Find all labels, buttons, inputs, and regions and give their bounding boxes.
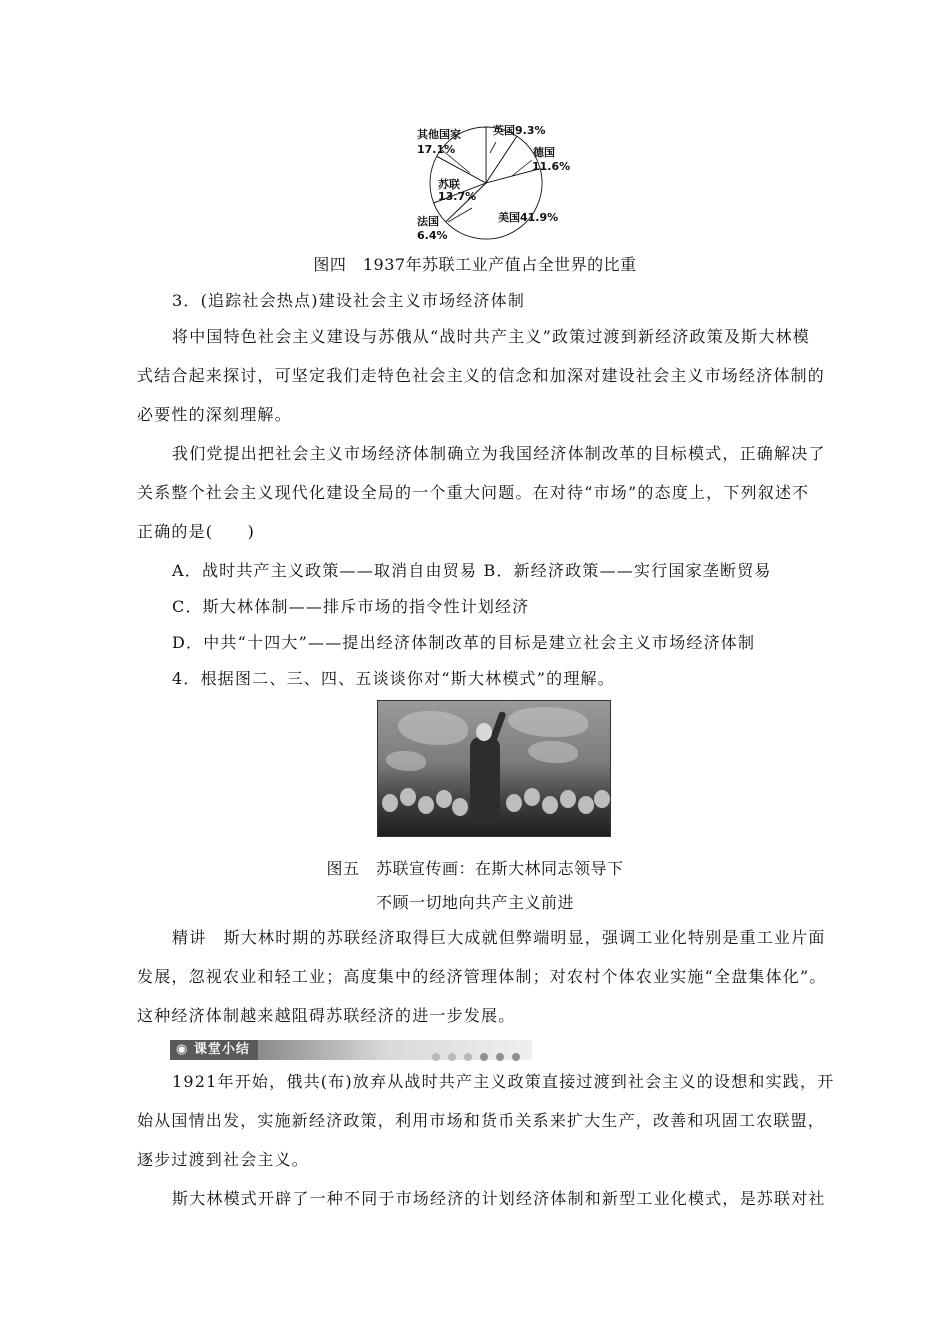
q3-heading: 3．(追踪社会热点)建设社会主义市场经济体制 (172, 291, 526, 310)
poster-figure-head (476, 723, 492, 741)
pie-label-uk (493, 123, 546, 137)
pie-label-uk-name: 英国 (493, 124, 515, 137)
q3-stem-line-2: 关系整个社会主义现代化建设全局的一个重大问题。在对待“市场”的态度上，下列叙述不 (137, 483, 810, 502)
figure5-caption-line-1: 图五 苏联宣传画：在斯大林同志领导下 (326, 859, 624, 878)
propaganda-poster-image (377, 700, 611, 837)
pie-chart-svg (400, 118, 600, 248)
figure5-caption-line-2: 不顾一切地向共产主义前进 (375, 893, 574, 912)
summary-para2-line-1: 斯大林模式开辟了一种不同于市场经济的计划经济体制和新型工业化模式，是苏联对社 (172, 1189, 826, 1208)
q3-stem-line-1: 我们党提出把社会主义市场经济体制确立为我国经济体制改革的目标模式，正确解决了 (172, 444, 826, 463)
q3-intro-line-3: 必要性的深刻理解。 (137, 405, 292, 424)
pie-label-other-value: 17.1% (417, 143, 456, 156)
pie-label-other-name: 其他国家 (417, 128, 461, 141)
q4-heading: 4．根据图二、三、四、五谈谈你对“斯大林模式”的理解。 (172, 669, 615, 688)
pie-label-us-name: 美国 (498, 211, 520, 224)
q3-option-d: D．中共“十四大”——提出经济体制改革的目标是建立社会主义市场经济体制 (172, 633, 756, 652)
summary-para1-line-1: 1921年开始，俄共(布)放弃从战时共产主义政策直接过渡到社会主义的设想和实践，开 (172, 1072, 835, 1091)
poster-map-shape (398, 711, 468, 745)
pie-label-us-value: 41.9% (520, 211, 559, 224)
pie-label-su-value: 13.7% (438, 190, 477, 203)
summary-banner-dots (424, 1046, 520, 1065)
pie-label-fr-name: 法国 (417, 215, 439, 228)
poster-map-shape (528, 741, 578, 763)
poster-map-shape (386, 751, 426, 771)
pie-label-fr-value: 6.4% (417, 229, 448, 242)
summary-banner (170, 1040, 532, 1060)
q3-intro-line-2: 式结合起来探讨，可坚定我们走特色社会主义的信念和加深对建设社会主义市场经济体制的 (137, 366, 826, 385)
analysis-line-1: 精讲 斯大林时期的苏联经济取得巨大成就但弊端明显，强调工业化特别是重工业片面 (172, 928, 826, 947)
pie-label-us (498, 210, 558, 224)
pie-label-de-value: 11.6% (532, 160, 571, 173)
pie-label-su-name: 苏联 (438, 178, 460, 191)
q3-stem-line-3: 正确的是( ) (137, 522, 256, 541)
pie-label-de-name: 德国 (533, 146, 555, 159)
summary-para1-line-2: 始从国情出发，实施新经济政策，利用市场和货币关系来扩大生产，改善和巩固工农联盟， (137, 1111, 826, 1130)
poster-crowd (378, 784, 610, 836)
analysis-line-3: 这种经济体制越来越阻碍苏联经济的进一步发展。 (137, 1006, 516, 1025)
poster-map-shape (508, 707, 588, 737)
pie-label-uk-value: 9.3% (515, 124, 546, 137)
q3-option-c: C．斯大林体制——排斥市场的指令性计划经济 (172, 597, 530, 616)
q3-option-ab: A．战时共产主义政策——取消自由贸易 B．新经济政策——实行国家垄断贸易 (172, 561, 772, 580)
analysis-line-2: 发展，忽视农业和轻工业；高度集中的经济管理体制；对农村个体农业实施“全盘集体化”。 (137, 967, 827, 986)
q3-intro-line-1: 将中国特色社会主义建设与苏俄从“战时共产主义”政策过渡到新经济政策及斯大林模 (172, 327, 810, 346)
pie-chart (400, 118, 600, 248)
summary-banner-label: ◉ 课堂小结 (170, 1040, 258, 1060)
figure4-caption: 图四 1937年苏联工业产值占全世界的比重 (313, 255, 637, 274)
summary-para1-line-3: 逐步过渡到社会主义。 (137, 1150, 310, 1169)
